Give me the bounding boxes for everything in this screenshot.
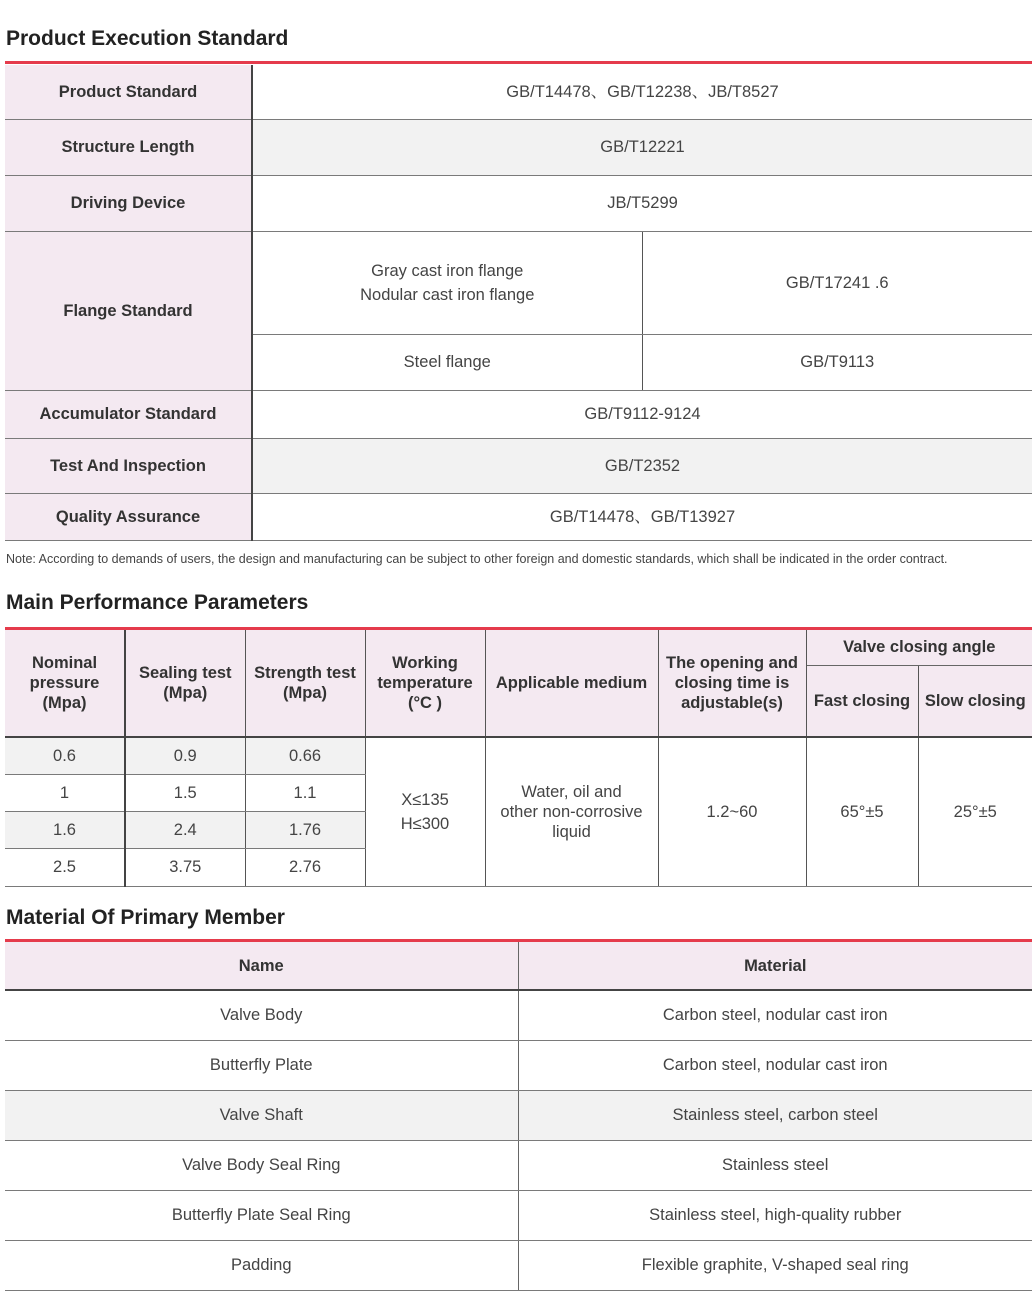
section-title-performance: Main Performance Parameters <box>6 591 309 614</box>
table-row <box>5 1190 1032 1240</box>
materials-table <box>5 942 1032 1291</box>
medium-line: Water, oil and <box>521 782 622 801</box>
table-row <box>5 1090 1032 1140</box>
header-line: temperature <box>377 674 473 692</box>
row-value: GB/T14478、GB/T13927 <box>252 493 1032 540</box>
cell-sealing: 1.5 <box>125 774 245 811</box>
row-value: GB/T14478、GB/T12238、JB/T8527 <box>252 65 1032 119</box>
header-fast-closing: Fast closing <box>806 665 918 737</box>
execution-standard-table <box>5 65 1032 541</box>
header-line: (Mpa) <box>163 684 208 702</box>
table-row <box>5 231 1032 334</box>
cell-strength: 1.1 <box>245 774 365 811</box>
header-strength-test <box>245 630 365 737</box>
table-row <box>5 1040 1032 1090</box>
row-label: Flange Standard <box>5 231 252 390</box>
header-line: pressure <box>29 674 100 692</box>
header-nominal-pressure <box>5 630 125 737</box>
cell-material: Carbon steel, nodular cast iron <box>518 1040 1032 1090</box>
header-name: Name <box>5 942 518 990</box>
flange-type-line: Nodular cast iron flange <box>360 285 535 304</box>
cell-strength: 0.66 <box>245 737 365 774</box>
header-line: closing time is <box>674 674 790 692</box>
row-label: Test And Inspection <box>5 438 252 493</box>
cell-nominal: 1 <box>5 774 125 811</box>
section-title-execution: Product Execution Standard <box>6 27 289 50</box>
table-row <box>5 65 1032 119</box>
table-row <box>5 175 1032 231</box>
cell-material: Carbon steel, nodular cast iron <box>518 990 1032 1040</box>
cell-nominal: 2.5 <box>5 848 125 886</box>
cell-sealing: 3.75 <box>125 848 245 886</box>
cell-name: Valve Shaft <box>5 1090 518 1140</box>
header-line: Strength test <box>254 664 356 682</box>
row-value: JB/T5299 <box>252 175 1032 231</box>
flange-value: GB/T9113 <box>642 334 1032 390</box>
header-valve-closing-angle: Valve closing angle <box>806 630 1032 665</box>
row-label: Product Standard <box>5 65 252 119</box>
row-value: GB/T9112-9124 <box>252 390 1032 438</box>
cell-sealing: 2.4 <box>125 811 245 848</box>
medium-line: liquid <box>552 822 591 841</box>
row-label: Quality Assurance <box>5 493 252 540</box>
row-value: GB/T12221 <box>252 119 1032 175</box>
cell-name: Valve Body Seal Ring <box>5 1140 518 1190</box>
cell-material: Flexible graphite, V-shaped seal ring <box>518 1240 1032 1290</box>
cell-material: Stainless steel, carbon steel <box>518 1090 1032 1140</box>
cell-strength: 2.76 <box>245 848 365 886</box>
table-row <box>5 493 1032 540</box>
performance-table <box>5 630 1032 887</box>
header-line: Nominal <box>31 654 98 672</box>
temperature-line: H≤300 <box>400 814 450 833</box>
flange-value: GB/T17241 .6 <box>642 231 1032 334</box>
cell-sealing: 0.9 <box>125 737 245 774</box>
row-label: Driving Device <box>5 175 252 231</box>
header-row <box>5 942 1032 990</box>
section-divider <box>5 61 1032 64</box>
cell-temperature <box>365 737 485 886</box>
table-row <box>5 119 1032 175</box>
header-line: (Mpa) <box>42 694 87 712</box>
header-opening-time <box>658 630 806 737</box>
cell-name: Butterfly Plate Seal Ring <box>5 1190 518 1240</box>
row-label: Structure Length <box>5 119 252 175</box>
row-label: Accumulator Standard <box>5 390 252 438</box>
section-title-materials: Material Of Primary Member <box>6 906 285 929</box>
note-text: Note: According to demands of users, the design and manufacturing can be subject to other foreign and domestic standards, which shall be indicated in the order contract. <box>6 552 948 566</box>
cell-strength: 1.76 <box>245 811 365 848</box>
cell-material: Stainless steel <box>518 1140 1032 1190</box>
cell-nominal: 1.6 <box>5 811 125 848</box>
cell-nominal: 0.6 <box>5 737 125 774</box>
table-row <box>5 1140 1032 1190</box>
temperature-line: X≤135 <box>401 790 449 809</box>
header-sealing-test <box>125 630 245 737</box>
table-row <box>5 737 1032 774</box>
cell-slow: 25°±5 <box>918 737 1032 886</box>
row-value: GB/T2352 <box>252 438 1032 493</box>
cell-medium <box>485 737 658 886</box>
header-row <box>5 630 1032 665</box>
cell-name: Butterfly Plate <box>5 1040 518 1090</box>
header-slow-closing: Slow closing <box>918 665 1032 737</box>
cell-fast: 65°±5 <box>806 737 918 886</box>
cell-time: 1.2~60 <box>658 737 806 886</box>
table-row <box>5 1240 1032 1290</box>
medium-line: other non-corrosive <box>500 802 643 821</box>
header-line: (Mpa) <box>283 684 327 702</box>
header-line: Sealing test <box>138 664 232 682</box>
flange-type: Steel flange <box>252 334 642 390</box>
table-row <box>5 390 1032 438</box>
flange-type-line: Gray cast iron flange <box>371 261 524 280</box>
header-working-temperature <box>365 630 485 737</box>
table-row <box>5 990 1032 1040</box>
header-applicable-medium: Applicable medium <box>485 630 658 737</box>
header-line: The opening and <box>666 654 798 672</box>
header-line: Working <box>392 654 458 672</box>
header-line: adjustable(s) <box>681 694 783 712</box>
cell-name: Valve Body <box>5 990 518 1040</box>
cell-material: Stainless steel, high-quality rubber <box>518 1190 1032 1240</box>
flange-type <box>252 231 642 334</box>
header-line: (°C ) <box>407 694 443 712</box>
table-row <box>5 438 1032 493</box>
cell-name: Padding <box>5 1240 518 1290</box>
header-material: Material <box>518 942 1032 990</box>
